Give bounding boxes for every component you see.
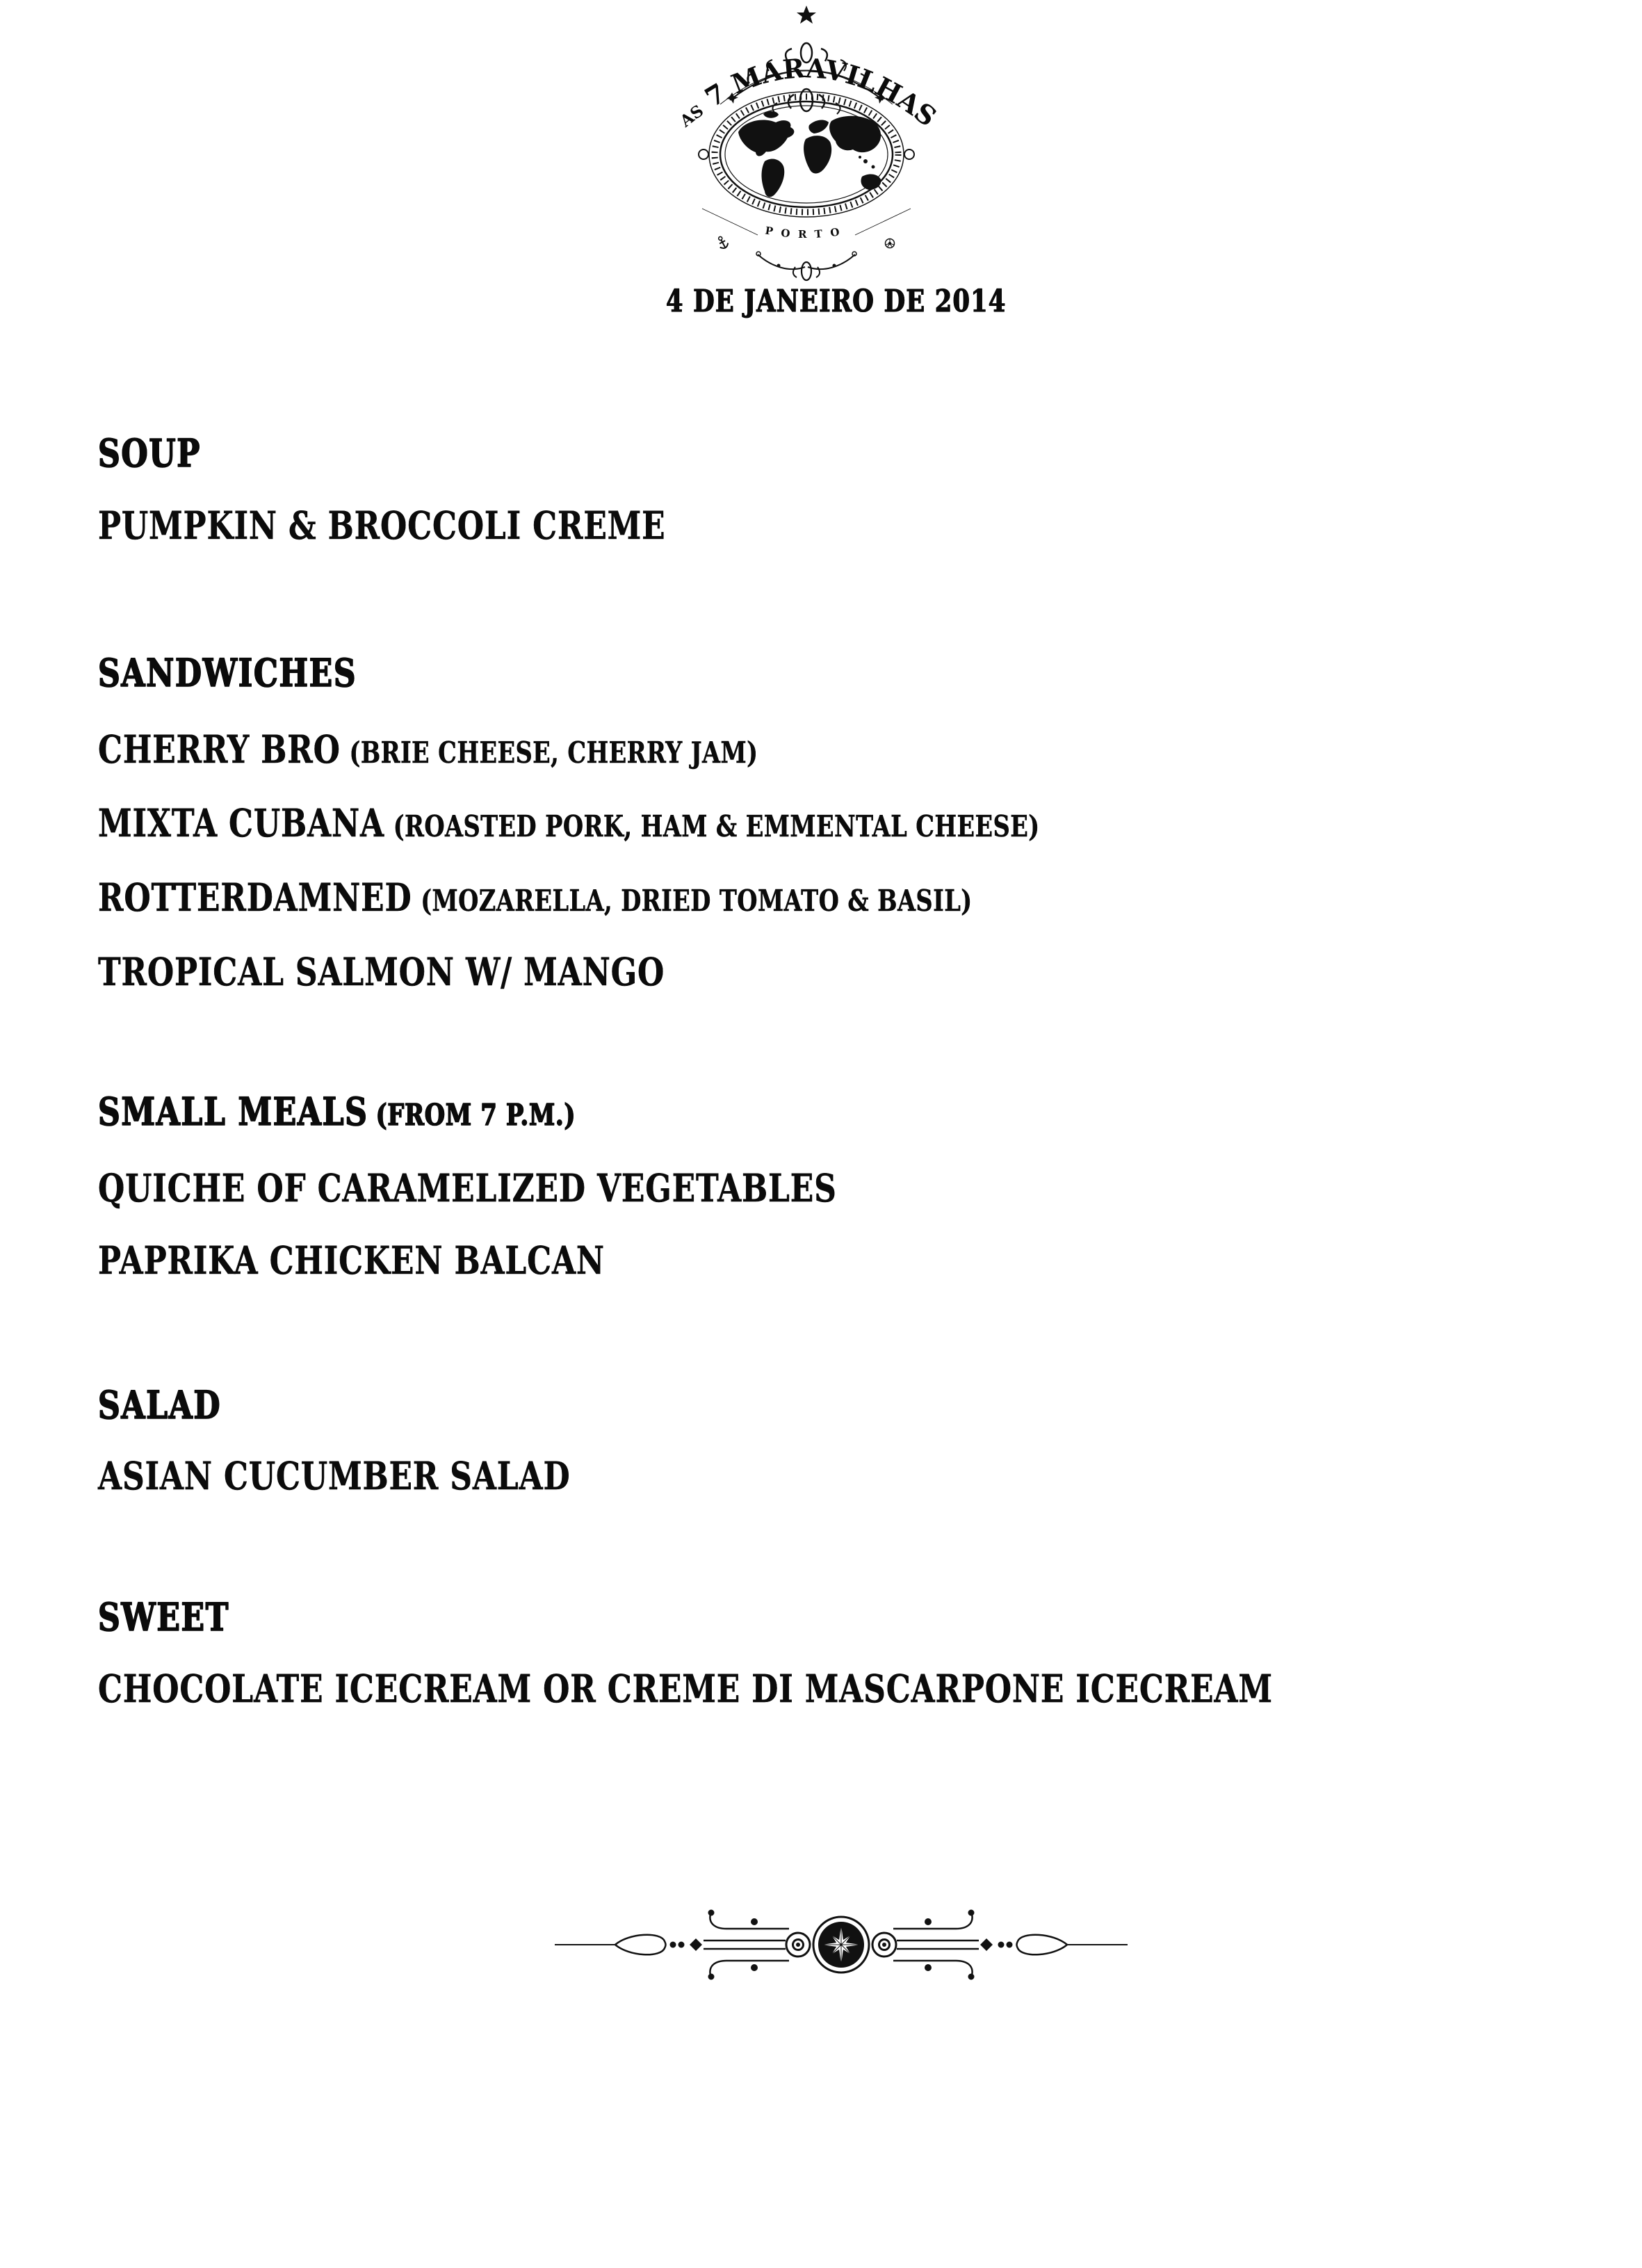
heading-label: SWEET	[98, 1594, 230, 1639]
item-name: PAPRIKA CHICKEN BALCAN	[98, 1238, 605, 1283]
world-map	[738, 111, 881, 197]
item-name: TROPICAL SALMON W/ MANGO	[98, 949, 665, 994]
section-heading-sandwiches	[98, 650, 364, 695]
brand-prefix: AS	[676, 101, 708, 131]
menu-date: 4 DE JANEIRO DE 2014	[666, 284, 1007, 319]
section-heading-soup	[98, 430, 209, 476]
menu-item	[98, 875, 973, 920]
menu-item	[98, 949, 674, 994]
soccer-ball-icon	[886, 239, 895, 248]
menu-item	[98, 1453, 579, 1498]
section-heading-small-meals	[98, 1089, 576, 1134]
item-name: CHOCOLATE ICECREAM OR CREME DI MASCARPONE ICECREAM	[98, 1666, 1273, 1711]
menu-item	[98, 800, 1040, 845]
star-icon	[797, 6, 816, 24]
item-name: ASIAN CUCUMBER SALAD	[98, 1453, 571, 1498]
menu-item	[98, 1165, 845, 1210]
compass-divider	[549, 1886, 1133, 2004]
menu-item	[98, 1666, 1282, 1711]
brand-main: 7 MARAVILHAS	[699, 52, 943, 133]
item-note: (BRIE CHEESE, CHERRY JAM)	[349, 736, 758, 770]
item-name: CHERRY BRO	[98, 727, 341, 772]
item-name: ROTTERDAMNED	[98, 875, 412, 920]
menu-item	[98, 727, 758, 772]
city-name: PORTO	[764, 224, 849, 241]
item-note: (MOZARELLA, DRIED TOMATO & BASIL)	[421, 884, 973, 918]
item-name: QUICHE OF CARAMELIZED VEGETABLES	[98, 1165, 837, 1210]
item-name: PUMPKIN & BROCCOLI CREME	[98, 503, 666, 548]
item-note: (ROASTED PORK, HAM & EMMENTAL CHEESE)	[393, 809, 1040, 843]
menu-item	[98, 1238, 614, 1283]
restaurant-logo	[653, 3, 959, 288]
brand-title	[676, 52, 943, 133]
menu-item	[98, 503, 674, 548]
bottom-flourish	[756, 252, 856, 280]
anchor-icon	[715, 235, 729, 250]
heading-label: SANDWICHES	[98, 650, 357, 695]
section-heading-salad	[98, 1382, 229, 1427]
heading-label: SOUP	[98, 430, 201, 476]
heading-note: (FROM 7 P.M.)	[375, 1098, 576, 1132]
heading-label: SMALL MEALS	[98, 1089, 368, 1134]
item-name: MIXTA CUBANA	[98, 800, 384, 845]
section-heading-sweet	[98, 1594, 237, 1639]
heading-label: SALAD	[98, 1382, 222, 1427]
compass-rose-icon	[813, 1917, 869, 1973]
